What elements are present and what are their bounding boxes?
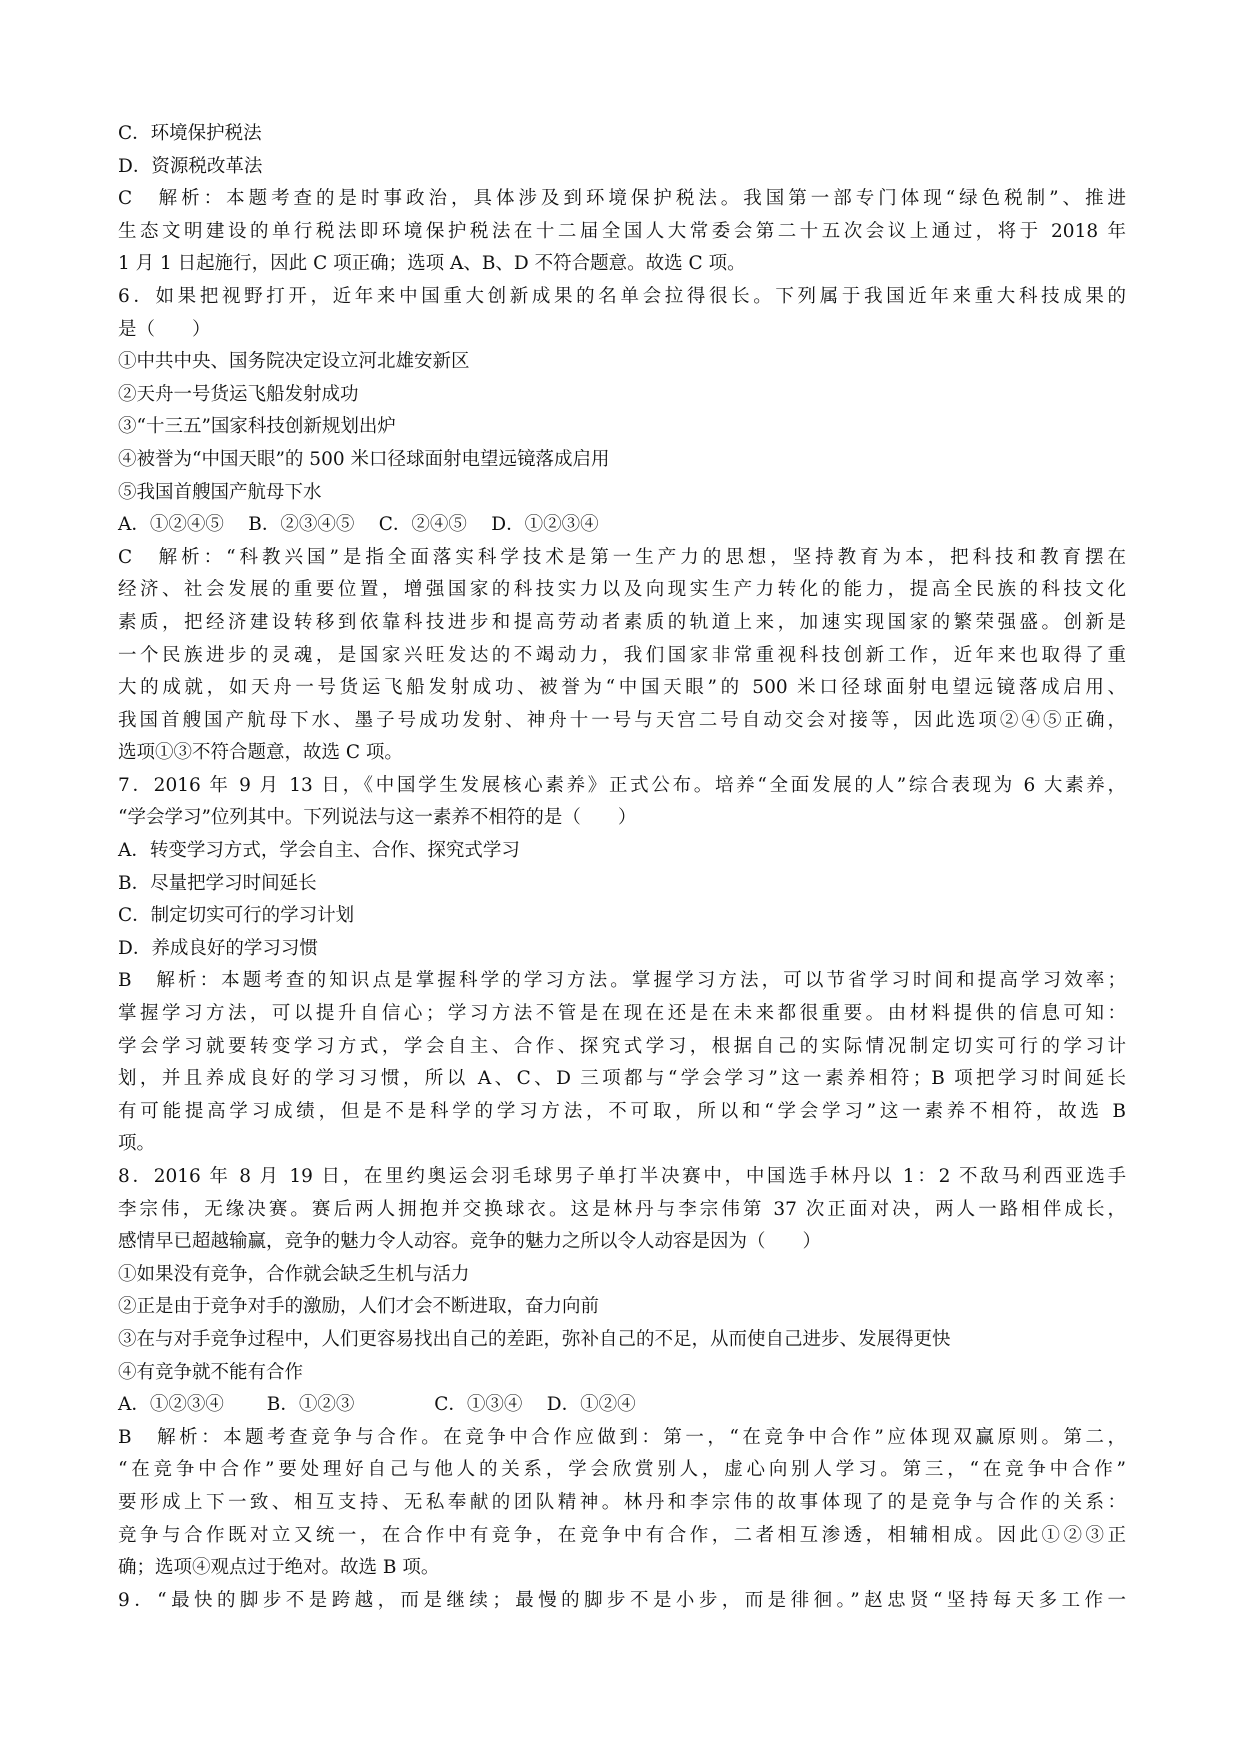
explanation-line: 生态文明建设的单行税法即环境保护税法在十二届全国人大常委会第二十五次会议上通过，将于 2018 年 [118, 220, 1126, 242]
explanation-line: B 解析：本题考查的知识点是掌握科学的学习方法。掌握学习方法，可以节省学习时间和提高学习效率； [118, 970, 1126, 992]
question-line: 是（ ） [118, 318, 211, 340]
option-line: C．环境保护税法 [118, 123, 262, 144]
question-line: 6．如果把视野打开，近年来中国重大创新成果的名单会拉得很长。下列属于我国近年来重大科技成果的 [118, 285, 1126, 307]
option-line: A．转变学习方式，学会自主、合作、探究式学习 [118, 840, 520, 862]
statement-line: ②正是由于竞争对手的激励，人们才会不断进取，奋力向前 [118, 1296, 600, 1318]
explanation-line: 一个民族进步的灵魂，是国家兴旺发达的不竭动力，我们国家非常重视科技创新工作，近年来也取得了重 [118, 644, 1126, 666]
explanation-line: 经济、社会发展的重要位置，增强国家的科技实力以及向现实生产力转化的能力，提高全民族的科技文化 [118, 579, 1126, 601]
option-line: D．养成良好的学习习惯 [118, 937, 318, 959]
option-line: D．资源税改革法 [118, 155, 263, 177]
statement-line: ⑤我国首艘国产航母下水 [118, 481, 322, 503]
explanation-line: 竞争与合作既对立又统一，在合作中有竞争，在竞争中有合作，二者相互渗透，相辅相成。因此①②③正 [118, 1524, 1126, 1546]
explanation-line: 有可能提高学习成绩，但是不是科学的学习方法，不可取，所以和“学会学习”这一素养不相符，故选 B [118, 1100, 1126, 1122]
explanation-line: 我国首艘国产航母下水、墨子号成功发射、神舟十一号与天宫二号自动交会对接等，因此选项②④⑤正确， [118, 709, 1126, 731]
question-line: 感情早已超越输赢，竞争的魅力令人动容。竞争的魅力之所以令人动容是因为（ ） [118, 1231, 822, 1253]
statement-line: ④有竞争就不能有合作 [118, 1361, 304, 1383]
question-line: 8．2016 年 8 月 19 日，在里约奥运会羽毛球男子单打半决赛中，中国选手林丹以 1：2 不敌马利西亚选手 [118, 1166, 1126, 1187]
statement-line: ②天舟一号货运飞船发射成功 [118, 383, 359, 405]
question-line: 7．2016 年 9 月 13 日，《中国学生发展核心素养》正式公布。培养“全面发展的人”综合表现为 6 大素养， [118, 774, 1126, 796]
question-line: “学会学习”位列其中。下列说法与这一素养不相符的是（ ） [118, 807, 637, 829]
answer-options-line: A．①②③④ B．①②③ C．①③④ D．①②④ [118, 1394, 636, 1416]
explanation-line: 确；选项④观点过于绝对。故选 B 项。 [118, 1557, 440, 1579]
document-page [118, 118, 1126, 1617]
explanation-line: “在竞争中合作”要处理好自己与他人的关系，学会欣赏别人，虚心向别人学习。第三，“在竞争中合作” [118, 1459, 1126, 1481]
explanation-line: 划，并且养成良好的学习习惯，所以 A、C、D 三项都与“学会学习”这一素养相符；B 项把学习时间延长 [118, 1068, 1126, 1090]
explanation-line: 1 月 1 日起施行，因此 C 项正确；选项 A、B、D 不符合题意。故选 C 项。 [118, 253, 746, 275]
option-line: C．制定切实可行的学习计划 [118, 905, 355, 927]
question-line: 9．“最快的脚步不是跨越，而是继续；最慢的脚步不是小步，而是徘徊。”赵忠贤“坚持每天多工作一 [118, 1589, 1126, 1611]
question-line: 李宗伟，无缘决赛。赛后两人拥抱并交换球衣。这是林丹与李宗伟第 37 次正面对决，两人一路相伴成长， [118, 1198, 1126, 1220]
statement-line: ③在与对手竞争过程中，人们更容易找出自己的差距，弥补自己的不足，从而使自己进步、发展得更快 [118, 1328, 951, 1350]
explanation-line: 项。 [118, 1133, 156, 1155]
statement-line: ③“十三五”国家科技创新规划出炉 [118, 416, 396, 438]
statement-line: ①中共中央、国务院决定设立河北雄安新区 [118, 351, 470, 373]
explanation-line: B 解析：本题考查竞争与合作。在竞争中合作应做到：第一，“在竞争中合作”应体现双赢原则。第二， [118, 1426, 1126, 1448]
explanation-line: 选项①③不符合题意，故选 C 项。 [118, 742, 403, 764]
explanation-line: 要形成上下一致、相互支持、无私奉献的团队精神。林丹和李宗伟的故事体现了的是竞争与合作的关系： [118, 1491, 1126, 1513]
explanation-line: 学会学习就要转变学习方式，学会自主、合作、探究式学习，根据自己的实际情况制定切实可行的学习计 [118, 1035, 1126, 1057]
explanation-line: 大的成就，如天舟一号货运飞船发射成功、被誉为“中国天眼”的 500 米口径球面射电望远镜落成启用、 [118, 677, 1126, 699]
statement-line: ①如果没有竞争，合作就会缺乏生机与活力 [118, 1263, 470, 1285]
explanation-line: C 解析：“科教兴国”是指全面落实科学技术是第一生产力的思想，坚持教育为本，把科技和教育摆在 [118, 546, 1126, 568]
answer-options-line: A．①②④⑤ B．②③④⑤ C．②④⑤ D．①②③④ [118, 514, 599, 536]
explanation-line: 素质，把经济建设转移到依靠科技进步和提高劳动者素质的轨道上来，加速实现国家的繁荣强盛。创新是 [118, 611, 1126, 633]
option-line: B．尽量把学习时间延长 [118, 872, 317, 894]
explanation-line: 掌握学习方法，可以提升自信心；学习方法不管是在现在还是在未来都很重要。由材料提供的信息可知： [118, 1003, 1126, 1025]
statement-line: ④被誉为“中国天眼”的 500 米口径球面射电望远镜落成启用 [118, 448, 610, 470]
explanation-line: C 解析：本题考查的是时事政治，具体涉及到环境保护税法。我国第一部专门体现“绿色税制”、推进 [118, 188, 1126, 210]
